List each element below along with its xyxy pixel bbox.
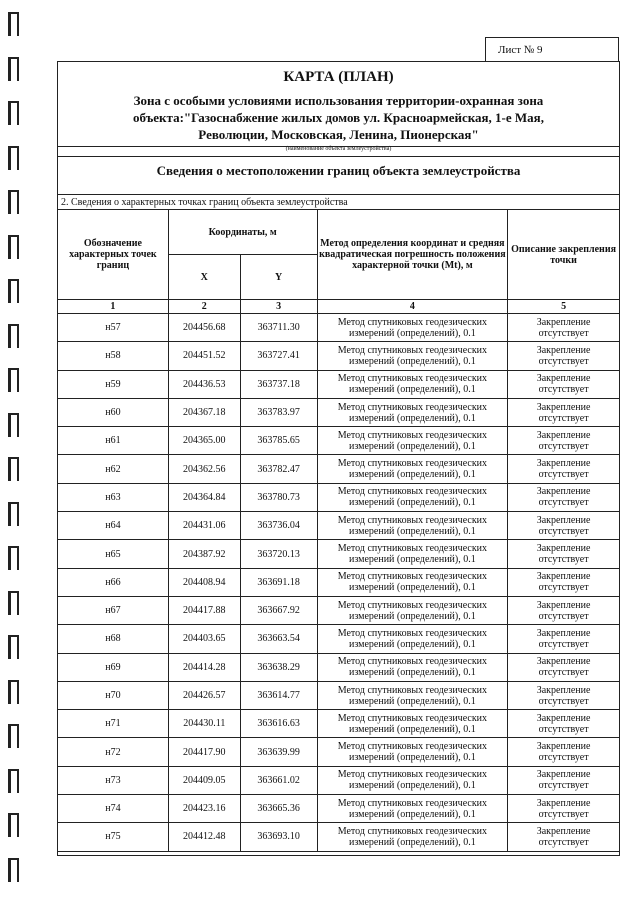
method-line: Метод спутниковых геодезических [337, 514, 488, 526]
binding-hole [8, 368, 19, 392]
fixing-line: отсутствует [538, 355, 589, 367]
table-row [58, 710, 620, 738]
fixing-line: Закрепление [536, 684, 591, 696]
fixing-line: отсутствует [538, 610, 589, 622]
table-row [58, 681, 620, 709]
coord-y: 363727.41 [240, 342, 317, 370]
method-line: измерений (определений), 0.1 [348, 440, 476, 452]
fixing-line: отсутствует [538, 780, 589, 792]
binding-hole [8, 12, 19, 36]
fixing [508, 483, 620, 511]
coord-x: 204426.57 [168, 681, 240, 709]
method [317, 427, 508, 455]
binding-hole [8, 190, 19, 214]
fixing [508, 427, 620, 455]
fixing-line: отсутствует [538, 525, 589, 537]
fixing-line: отсутствует [538, 582, 589, 594]
method [317, 823, 508, 851]
fixing [508, 766, 620, 794]
binding-hole [8, 769, 19, 793]
binding-hole [8, 502, 19, 526]
method-line: измерений (определений), 0.1 [348, 836, 476, 848]
coord-x: 204408.94 [168, 568, 240, 596]
point-id: н69 [58, 653, 169, 681]
binding-hole [8, 591, 19, 615]
coord-x: 204414.28 [168, 653, 240, 681]
coord-x: 204417.90 [168, 738, 240, 766]
point-id: н63 [58, 483, 169, 511]
fixing [508, 795, 620, 823]
method-line: измерений (определений), 0.1 [348, 695, 476, 707]
point-id: н59 [58, 370, 169, 398]
method-line: измерений (определений), 0.1 [348, 412, 476, 424]
coord-y: 363638.29 [240, 653, 317, 681]
fixing-line: Закрепление [536, 543, 591, 555]
col-num: 2 [168, 300, 240, 314]
table-row [58, 370, 620, 398]
table-row [58, 512, 620, 540]
method-line: Метод спутниковых геодезических [337, 741, 488, 753]
header-x: X [168, 255, 240, 300]
fixing-line: отсутствует [538, 638, 589, 650]
object-title [58, 92, 619, 143]
fixing-line: отсутствует [538, 412, 589, 424]
fixing-line: Закрепление [536, 712, 591, 724]
method [317, 625, 508, 653]
point-id: н65 [58, 540, 169, 568]
table-row [58, 795, 620, 823]
fixing [508, 370, 620, 398]
coord-y: 363614.77 [240, 681, 317, 709]
method-line: измерений (определений), 0.1 [348, 723, 476, 735]
binding-hole [8, 279, 19, 303]
fixing [508, 823, 620, 851]
points-table [57, 209, 620, 852]
method-line: измерений (определений), 0.1 [348, 554, 476, 566]
coord-x: 204423.16 [168, 795, 240, 823]
fixing-line: Закрепление [536, 797, 591, 809]
method-line: измерений (определений), 0.1 [348, 327, 476, 339]
fixing-line: отсутствует [538, 384, 589, 396]
fixing-line: Закрепление [536, 627, 591, 639]
method-line: измерений (определений), 0.1 [348, 384, 476, 396]
binding-hole [8, 680, 19, 704]
binding-hole [8, 546, 19, 570]
method-line: измерений (определений), 0.1 [348, 638, 476, 650]
method-line: Метод спутниковых геодезических [337, 401, 488, 413]
coord-y: 363736.04 [240, 512, 317, 540]
method-line: Метод спутниковых геодезических [337, 486, 488, 498]
method-line: Метод спутниковых геодезических [337, 769, 488, 781]
method-line: Метод спутниковых геодезических [337, 543, 488, 555]
fixing-line: Закрепление [536, 741, 591, 753]
coord-y: 363782.47 [240, 455, 317, 483]
coord-x: 204431.06 [168, 512, 240, 540]
method-line: измерений (определений), 0.1 [348, 525, 476, 537]
method-line: Метод спутниковых геодезических [337, 599, 488, 611]
fixing [508, 398, 620, 426]
fixing-line: отсутствует [538, 469, 589, 481]
table-row [58, 314, 620, 342]
col-num: 5 [508, 300, 620, 314]
fixing-line: Закрепление [536, 486, 591, 498]
method-line: Метод спутниковых геодезических [337, 316, 488, 328]
point-id: н68 [58, 625, 169, 653]
binding-hole [8, 813, 19, 837]
method [317, 398, 508, 426]
coord-y: 363665.36 [240, 795, 317, 823]
coord-x: 204367.18 [168, 398, 240, 426]
binding-hole [8, 324, 19, 348]
coord-y: 363783.97 [240, 398, 317, 426]
fixing-line: Закрепление [536, 571, 591, 583]
point-id: н61 [58, 427, 169, 455]
subsection-title: 2. Сведения о характерных точках границ объекта землеустройства [61, 197, 348, 208]
point-id: н64 [58, 512, 169, 540]
method [317, 483, 508, 511]
point-id: н74 [58, 795, 169, 823]
point-id: н70 [58, 681, 169, 709]
fixing-line: Закрепление [536, 514, 591, 526]
method [317, 342, 508, 370]
coord-y: 363667.92 [240, 596, 317, 624]
binding-hole [8, 101, 19, 125]
table-row [58, 568, 620, 596]
method [317, 681, 508, 709]
method-line: измерений (определений), 0.1 [348, 610, 476, 622]
method-line: измерений (определений), 0.1 [348, 582, 476, 594]
method [317, 653, 508, 681]
col-num: 1 [58, 300, 169, 314]
fixing-line: Закрепление [536, 344, 591, 356]
fixing [508, 653, 620, 681]
table-row [58, 625, 620, 653]
method [317, 568, 508, 596]
binding-hole [8, 146, 19, 170]
binding-hole [8, 457, 19, 481]
method-line: Метод спутниковых геодезических [337, 797, 488, 809]
method-line: Метод спутниковых геодезических [337, 712, 488, 724]
coord-x: 204456.68 [168, 314, 240, 342]
method-line: Метод спутниковых геодезических [337, 825, 488, 837]
method [317, 512, 508, 540]
coord-y: 363711.30 [240, 314, 317, 342]
section-title: Сведения о местоположении границ объекта землеустройства [156, 163, 521, 178]
coord-x: 204451.52 [168, 342, 240, 370]
fixing-line: отсутствует [538, 723, 589, 735]
method [317, 370, 508, 398]
table-row [58, 823, 620, 851]
fixing [508, 596, 620, 624]
point-id: н75 [58, 823, 169, 851]
method-line: измерений (определений), 0.1 [348, 497, 476, 509]
sheet-number: Лист № 9 [485, 37, 619, 61]
method [317, 795, 508, 823]
fixing-line: Закрепление [536, 373, 591, 385]
fixing-line: отсутствует [538, 695, 589, 707]
fixing-line: отсутствует [538, 497, 589, 509]
coord-x: 204409.05 [168, 766, 240, 794]
table-row [58, 342, 620, 370]
point-id: н58 [58, 342, 169, 370]
table-row [58, 738, 620, 766]
method-line: Метод спутниковых геодезических [337, 684, 488, 696]
table-row [58, 455, 620, 483]
coord-y: 363780.73 [240, 483, 317, 511]
coord-y: 363785.65 [240, 427, 317, 455]
object-title-line: Революции, Московская, Ленина, Пионерская" [198, 127, 479, 142]
fixing [508, 568, 620, 596]
header-coords: Координаты, м [168, 210, 317, 255]
coord-y: 363663.54 [240, 625, 317, 653]
coord-x: 204403.65 [168, 625, 240, 653]
fixing-line: Закрепление [536, 401, 591, 413]
binding-hole [8, 635, 19, 659]
binding-hole [8, 858, 19, 882]
table-row [58, 483, 620, 511]
object-title-line: объекта:"Газоснабжение жилых домов ул. Красноармейская, 1-е Мая, [133, 110, 544, 125]
fixing-line: отсутствует [538, 554, 589, 566]
method-line: измерений (определений), 0.1 [348, 667, 476, 679]
header-fixing: Описание закрепления точки [508, 210, 620, 300]
coord-x: 204364.84 [168, 483, 240, 511]
method [317, 596, 508, 624]
fixing-line: Закрепление [536, 769, 591, 781]
coord-y: 363737.18 [240, 370, 317, 398]
binding-hole [8, 413, 19, 437]
point-id: н71 [58, 710, 169, 738]
method [317, 455, 508, 483]
method-line: измерений (определений), 0.1 [348, 469, 476, 481]
point-id: н72 [58, 738, 169, 766]
method [317, 766, 508, 794]
header-y: Y [240, 255, 317, 300]
fixing-line: отсутствует [538, 327, 589, 339]
object-name-caption: (наименование объекта землеустройства) [285, 146, 392, 152]
coord-y: 363691.18 [240, 568, 317, 596]
fixing [508, 540, 620, 568]
coord-y: 363616.63 [240, 710, 317, 738]
fixing [508, 681, 620, 709]
table-row [58, 653, 620, 681]
method-line: Метод спутниковых геодезических [337, 373, 488, 385]
fixing-line: отсутствует [538, 440, 589, 452]
method-line: Метод спутниковых геодезических [337, 429, 488, 441]
fixing [508, 738, 620, 766]
point-id: н57 [58, 314, 169, 342]
binding-hole [8, 57, 19, 81]
fixing-line: отсутствует [538, 667, 589, 679]
coord-x: 204362.56 [168, 455, 240, 483]
table-row [58, 766, 620, 794]
method [317, 540, 508, 568]
coord-y: 363639.99 [240, 738, 317, 766]
binding-hole [8, 235, 19, 259]
fixing-line: Закрепление [536, 316, 591, 328]
coord-y: 363720.13 [240, 540, 317, 568]
point-id: н67 [58, 596, 169, 624]
fixing [508, 342, 620, 370]
method-line: измерений (определений), 0.1 [348, 808, 476, 820]
method-line: Метод спутниковых геодезических [337, 344, 488, 356]
coord-x: 204430.11 [168, 710, 240, 738]
method-line: Метод спутниковых геодезических [337, 627, 488, 639]
fixing [508, 710, 620, 738]
method [317, 738, 508, 766]
fixing [508, 625, 620, 653]
coord-x: 204387.92 [168, 540, 240, 568]
coord-x: 204412.48 [168, 823, 240, 851]
coord-x: 204417.88 [168, 596, 240, 624]
fixing [508, 512, 620, 540]
object-title-line: Зона с особыми условиями использования территории-охранная зона [133, 93, 544, 108]
binding-hole [8, 724, 19, 748]
method-line: Метод спутниковых геодезических [337, 571, 488, 583]
fixing-line: отсутствует [538, 836, 589, 848]
document-title: КАРТА (ПЛАН) [283, 69, 394, 85]
fixing-line: Закрепление [536, 429, 591, 441]
method-line: Метод спутниковых геодезических [337, 656, 488, 668]
method [317, 710, 508, 738]
fixing-line: Закрепление [536, 599, 591, 611]
fixing-line: Закрепление [536, 458, 591, 470]
point-id: н66 [58, 568, 169, 596]
coord-x: 204436.53 [168, 370, 240, 398]
col-num: 3 [240, 300, 317, 314]
fixing-line: отсутствует [538, 752, 589, 764]
point-id: н60 [58, 398, 169, 426]
method-line: измерений (определений), 0.1 [348, 780, 476, 792]
table-row [58, 398, 620, 426]
table-row [58, 427, 620, 455]
document-frame [57, 61, 620, 856]
coord-x: 204365.00 [168, 427, 240, 455]
col-num: 4 [317, 300, 508, 314]
table-row [58, 540, 620, 568]
table-row [58, 596, 620, 624]
fixing-line: отсутствует [538, 808, 589, 820]
header-method: Метод определения координат и средняя квадратическая погрешность положения характерной точки (Mt), м [317, 210, 508, 300]
header-designation: Обозначение характерных точек границ [58, 210, 169, 300]
point-id: н73 [58, 766, 169, 794]
fixing [508, 455, 620, 483]
method-line: Метод спутниковых геодезических [337, 458, 488, 470]
coord-y: 363693.10 [240, 823, 317, 851]
method-line: измерений (определений), 0.1 [348, 752, 476, 764]
fixing-line: Закрепление [536, 656, 591, 668]
coord-y: 363661.02 [240, 766, 317, 794]
fixing-line: Закрепление [536, 825, 591, 837]
method-line: измерений (определений), 0.1 [348, 355, 476, 367]
method [317, 314, 508, 342]
point-id: н62 [58, 455, 169, 483]
fixing [508, 314, 620, 342]
